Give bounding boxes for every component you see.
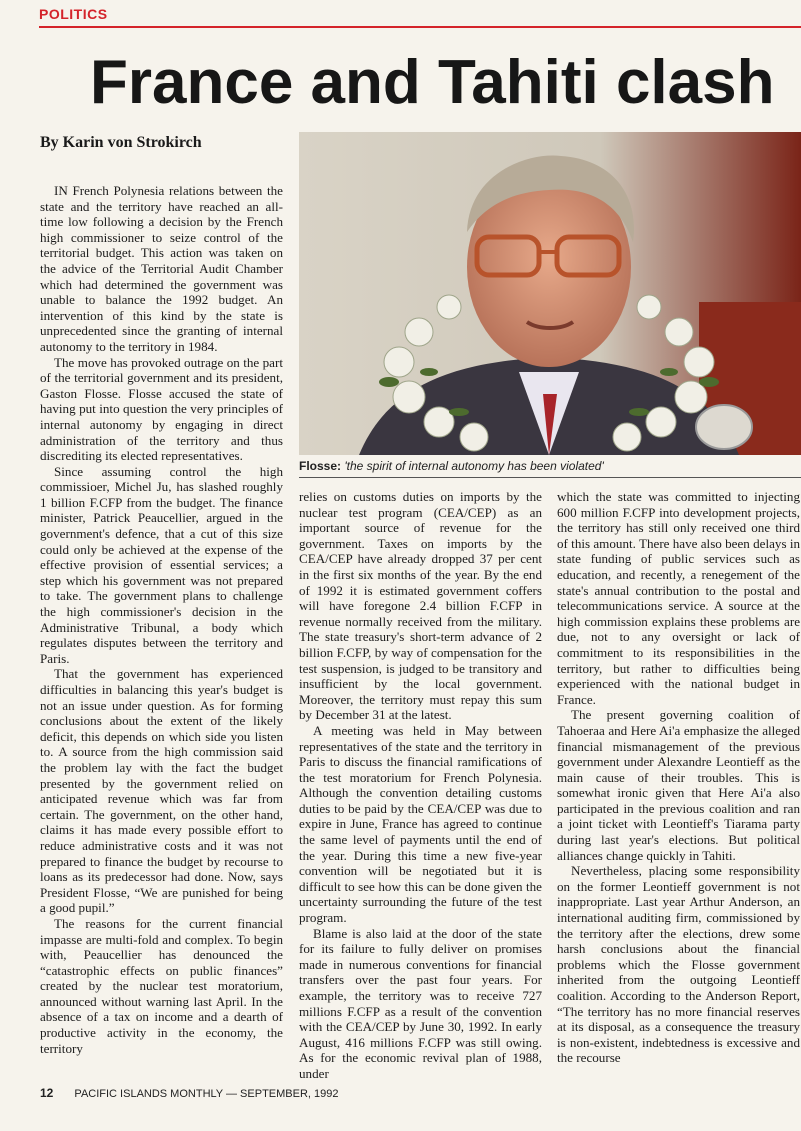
section-divider xyxy=(39,26,801,28)
paragraph: The reasons for the current financial impasse are multi-fold and complex. To begin with, Peaucellier has denounced the “catastrophic effects on public finances” created by the nuclear test moratorium, announced without warning last April. In the absence of a tax on income and a dearth of productive activity in the economy, the territory xyxy=(40,915,283,1056)
paragraph: The present governing coalition of Tahoeraa and Here Ai'a emphasize the alleged financial mismanagement of the previous government under Alexandre Leontieff as the main cause of their troubles. This is somewhat ironic given that Here Ai'a also participated in the previous coalition and ran a joint ticket with Leontieff's Tiarama party during last year's elections. But political alliances change quickly in Tahiti. xyxy=(557,707,800,863)
article-photo xyxy=(299,132,801,455)
page-footer xyxy=(40,1086,339,1100)
article-column-1 xyxy=(40,183,283,1056)
caption-label: Flosse: xyxy=(299,459,342,473)
paragraph: IN French Polynesia relations between the state and the territory have reached an all-time low following a decision by the French high commissioner to seize control of the territorial budget. This action was taken on the advice of the Territorial Audit Chamber which had determined the government was unable to balance the 1992 budget. An intervention of this kind by the state is unprecedented since the granting of internal autonomy to the territory in 1984. xyxy=(40,183,283,354)
caption-divider xyxy=(299,477,801,478)
caption-text: 'the spirit of internal autonomy has been violated' xyxy=(344,459,604,473)
photo-caption xyxy=(299,458,801,474)
section-label: POLITICS xyxy=(39,6,108,22)
byline: By Karin von Strokirch xyxy=(40,134,202,151)
paragraph: Blame is also laid at the door of the state for its failure to fully deliver on promises made in numerous conventions for financial transfers over the past four years. For example, the territory was to receive 727 millions F.CFP as a result of the convention with the CEA/CEP by June 30, 1992. In early August, 416 millions F.CFP was still owing. As for the economic revival plan of 1988, under xyxy=(299,925,542,1081)
paragraph: That the government has experienced difficulties in balancing this year's budget is not an issue under question. As for forming conclusions about the extent of the likely deficit, this depends on which side you listen to. A source from the high commission said the problem lay with the fact the budget presented by the government relied on anticipated revenue which was far from certain. The government, on the other hand, claims it has made every possible effort to reduce administrative costs and it was not prepared to finance the budget by recourse to loans as its predecessor had done. Now, says President Flosse, “We are punished for being a good pupil.” xyxy=(40,666,283,916)
publication-line: PACIFIC ISLANDS MONTHLY — SEPTEMBER, 1992 xyxy=(74,1088,339,1100)
article-column-2 xyxy=(299,489,542,1082)
paragraph: relies on customs duties on imports by the nuclear test program (CEA/CEP) as an important source of revenue for the government. Taxes on imports by the CEA/CEP have already dropped 37 per cent in the first six months of the year. By the end of 1992 it is estimated government coffers will have foregone 2.4 billion F.CFP in revenue normally received from the military. The state treasury's short-term advance of 2 billion F.CFP, by way of compensation for the test suspension, is judged to be transitory and insufficient by the local government. Moreover, the territory must repay this sum by December 31 at the latest. xyxy=(299,489,542,723)
paragraph: Nevertheless, placing some responsibility on the former Leontieff government is not inappropriate. Last year Arthur Anderson, an international auditing firm, commissioned by the territory after the elections, drew some harsh conclusions about the financial problems which the Flosse government inherited from the outgoing Leontieff coalition. According to the Anderson Report, “The territory has no more financial reserves at its disposal, as a consequence the treasury is non-existent, indebtedness is excessive and the recourse xyxy=(557,863,800,1066)
portrait-illustration xyxy=(299,132,801,455)
paragraph: which the state was committed to injecting 600 million F.CFP into development projects, the territory has still only received one third of this amount. There have also been delays in state funding of public services such as education, and recently, a renegement of the state's annual contribution to the postal and telecommunications service. A source at the high commission explains these problems are due, not to any oversight or lack of commitment to its responsibilities in the territory, but rather to difficulties being experienced with the national budget in France. xyxy=(557,489,801,707)
headline: France and Tahiti clash xyxy=(90,48,775,117)
page-number: 12 xyxy=(40,1086,54,1100)
article-column-3 xyxy=(557,489,800,1066)
paragraph: Since assuming control the high commissioer, Michel Ju, has slashed roughly 1 billion F.CFP from the budget. The finance minister, Patrick Peaucellier, argued in the government's defence, that a cut of this size could only be achieved at the expense of the effective provision of essential services; a step which his government was not prepared to take. The government plans to challenge the high commissioner's decision in the Administrative Tribunal, a body which regulates disputes between the territory and Paris. xyxy=(40,463,283,666)
paragraph: A meeting was held in May between representatives of the state and the territory in Paris to discuss the financial ramifications of the test moratorium for French Polynesia. Although the convention detailing customs duties to be paid by the CEA/CEP was due to expire in June, France has agreed to continue the same level of payments until the end of the year. During this time a new five-year convention will be negotiated but it is difficult to see how this can be done given the uncertainty surrounding the future of the test program. xyxy=(299,722,542,926)
paragraph: The move has provoked outrage on the part of the territorial government and its president, Gaston Flosse. Flosse accused the state of having put into question the very principles of internal autonomy by engaging in direct administration of the territory and thus discrediting its elected representatives. xyxy=(40,354,283,464)
